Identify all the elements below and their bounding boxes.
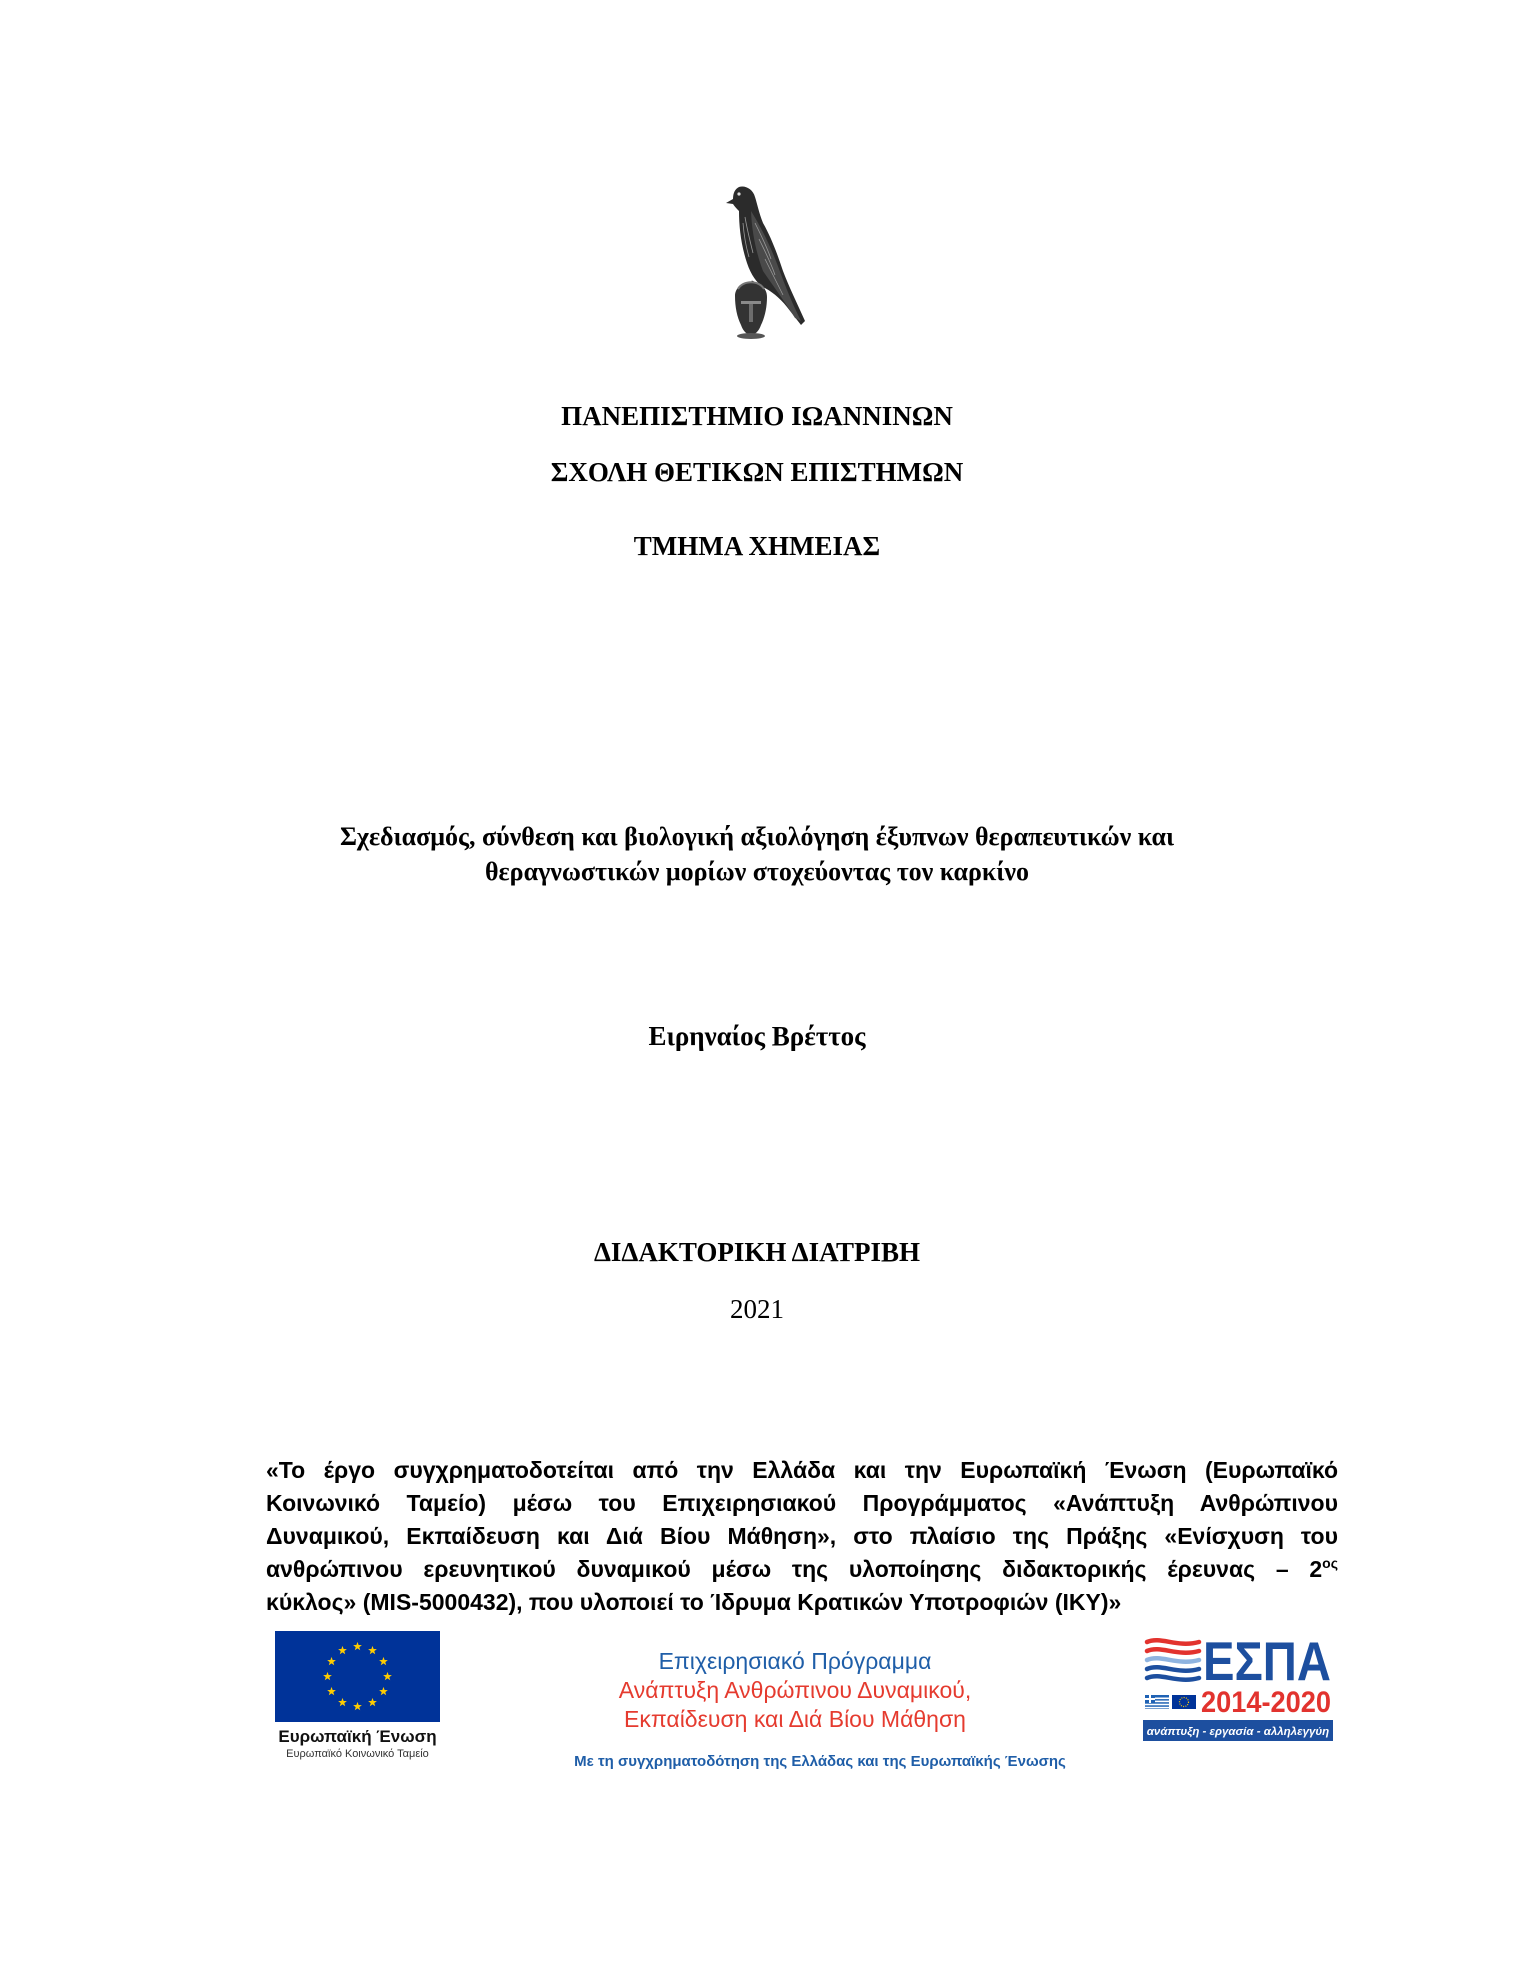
funding-line [266, 1553, 1338, 1586]
funding-statement [266, 1454, 1338, 1619]
eu-logo [275, 1631, 440, 1761]
funding-line: Κοινωνικό Ταμείο) μέσω του Επιχειρησιακού Προγράμματος «Ανάπτυξη Ανθρώπινου [266, 1490, 1338, 1516]
op-name-line: Ανάπτυξη Ανθρώπινου Δυναμικού, [618, 1677, 972, 1703]
thesis-title-line: Σχεδιασμός, σύνθεση και βιολογική αξιολόγηση έξυπνων θεραπευτικών και [339, 822, 1175, 851]
funding-line: Δυναμικού, Εκπαίδευση και Διά Βίου Μάθηση», στο πλαίσιο της Πράξης «Ενίσχυση του [266, 1523, 1338, 1549]
greek-flag-icon [1145, 1695, 1169, 1709]
op-title: Επιχειρησιακό Πρόγραμμα [658, 1648, 932, 1674]
ordinal-suffix: ος [1322, 1555, 1338, 1571]
eu-flag-icon [275, 1631, 440, 1722]
funding-line: κύκλος» (MIS-5000432), που υλοποιεί το Ίδρυμα Κρατικών Υποτροφιών (ΙΚΥ)» [266, 1589, 1122, 1615]
funding-line-text: ανθρώπινου ερευνητικού δυναμικού μέσω της υλοποίησης διδακτορικής έρευνας – 2 [266, 1556, 1323, 1582]
thesis-year: 2021 [730, 1294, 784, 1324]
department-name: ΤΜΗΜΑ ΧΗΜΕΙΑΣ [633, 531, 881, 561]
espa-waves-icon [1147, 1640, 1199, 1679]
operational-programme-logo [545, 1646, 1045, 1734]
espa-period: 2014-2020 [1201, 1686, 1331, 1719]
cofunding-note: Με τη συγχρηματοδότηση της Ελλάδας και της Ευρωπαϊκής Ένωσης [574, 1753, 1066, 1770]
eu-sublabel: Ευρωπαϊκό Κοινωνικό Ταμείο [286, 1748, 429, 1760]
eu-flag-icon [1172, 1695, 1196, 1709]
eagle-on-helmet-icon [717, 183, 807, 339]
author-name: Ειρηναίος Βρέττος [648, 1021, 866, 1051]
thesis-title-line: θεραγνωστικών μορίων στοχεύοντας τον καρκίνο [484, 857, 1030, 886]
op-name-line: Εκπαίδευση και Διά Βίου Μάθηση [624, 1706, 966, 1732]
school-name: ΣΧΟΛΗ ΘΕΤΙΚΩΝ ΕΠΙΣΤΗΜΩΝ [550, 457, 964, 487]
espa-logo [1143, 1630, 1333, 1742]
espa-slogan: ανάπτυξη - εργασία - αλληλεγγύη [1146, 1726, 1330, 1738]
university-name: ΠΑΝΕΠΙΣΤΗΜΙΟ ΙΩΑΝΝΙΝΩΝ [561, 401, 953, 431]
funding-line: «Το έργο συγχρηματοδοτείται από την Ελλάδα και την Ευρωπαϊκή Ένωση (Ευρωπαϊκό [266, 1457, 1338, 1483]
espa-name: ΕΣΠΑ [1203, 1630, 1331, 1692]
thesis-type: ΔΙΔΑΚΤΟΡΙΚΗ ΔΙΑΤΡΙΒΗ [594, 1237, 920, 1267]
eu-label: Ευρωπαϊκή Ένωση [278, 1727, 437, 1746]
